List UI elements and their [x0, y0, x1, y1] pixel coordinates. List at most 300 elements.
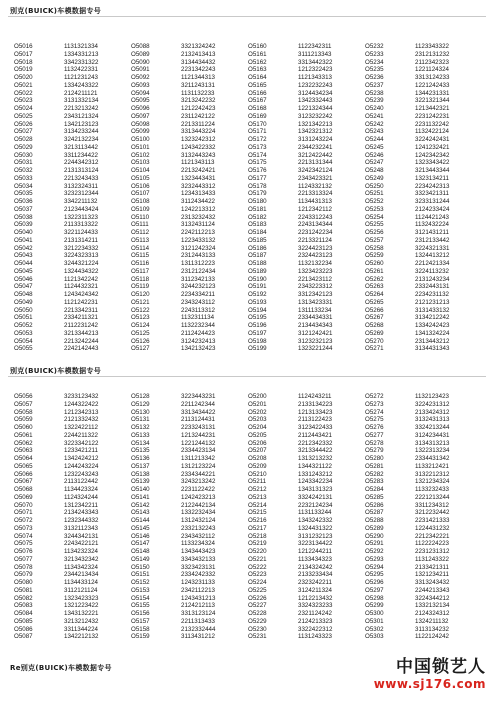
cut-code-cell: 3131332134 [64, 97, 99, 105]
cut-code-cell: 1342424212 [64, 455, 99, 462]
cut-code-cell: 1122224223 [415, 540, 449, 548]
cut-code-cell: 3212234332 [64, 244, 99, 252]
cut-code-cell: 2231122422 [181, 486, 215, 493]
key-code-cell: O5042 [14, 244, 33, 252]
cut-code-cell: 3112434422 [181, 198, 215, 205]
table-row [14, 540, 482, 548]
cut-code-cell: 3224242431 [415, 136, 450, 143]
key-code-cell: O5204 [248, 424, 267, 431]
cut-code-cell: 2244213343 [415, 586, 450, 594]
key-code-cell: O5254 [365, 213, 384, 221]
cut-code-cell: 1334242423 [415, 322, 450, 329]
key-code-cell: O5161 [248, 50, 267, 58]
cut-code-cell: 2112342323 [415, 58, 449, 66]
cut-code-cell: 2334211321 [64, 314, 98, 322]
key-code-cell: O5210 [248, 470, 267, 478]
cut-code-cell: 1343443423 [181, 548, 216, 555]
cut-code-cell: 3233131244 [415, 198, 450, 205]
key-code-cell: O5136 [131, 455, 150, 462]
key-code-cell: O5022 [14, 89, 33, 97]
key-code-cell: O5145 [131, 524, 150, 532]
key-code-cell: O5250 [365, 182, 384, 190]
key-code-cell: O5193 [248, 298, 267, 306]
cut-code-cell: 3343432133 [181, 555, 216, 563]
key-code-cell: O5258 [365, 244, 384, 252]
cut-code-cell: 2122442134 [181, 501, 216, 509]
key-code-cell: O5189 [248, 267, 267, 275]
table-row [14, 105, 482, 113]
key-code-cell: O5060 [14, 424, 33, 431]
key-code-cell: O5270 [365, 337, 384, 345]
key-code-cell: O5177 [248, 174, 267, 182]
key-code-cell: O5257 [365, 236, 384, 244]
key-code-cell: O5289 [365, 524, 384, 532]
key-code-cell: O5027 [14, 128, 33, 136]
key-code-cell: O5057 [14, 400, 33, 408]
table-row [14, 447, 482, 455]
key-code-cell: O5279 [365, 447, 384, 455]
table-row [14, 618, 482, 626]
key-code-cell: O5087 [14, 633, 33, 641]
cut-code-cell: 1124332132 [298, 182, 332, 190]
key-code-cell: O5082 [14, 594, 33, 602]
cut-code-cell: 2334434331 [298, 314, 333, 322]
key-code-cell: O5058 [14, 408, 33, 416]
key-code-cell: O5280 [365, 455, 384, 462]
key-code-cell: O5160 [248, 43, 267, 50]
table-row [14, 159, 482, 167]
key-code-cell: O5040 [14, 229, 33, 236]
divider [8, 376, 486, 377]
table-row [14, 502, 482, 510]
cut-code-cell: 3313443224 [181, 128, 216, 136]
cut-code-cell: 1213133423 [298, 408, 333, 416]
table-row [14, 345, 482, 353]
table-row [14, 416, 482, 424]
cut-code-cell: 2332443131 [415, 283, 450, 291]
key-code-cell: O5276 [365, 424, 384, 431]
key-code-cell: O5176 [248, 167, 267, 174]
key-code-cell: O5109 [131, 205, 150, 213]
cut-code-cell: 2134243343 [64, 509, 99, 517]
key-code-cell: O5298 [365, 594, 384, 602]
key-code-cell: O5081 [14, 586, 33, 594]
cut-code-cell: 1134423324 [64, 486, 98, 493]
key-code-cell: O5084 [14, 610, 33, 617]
cut-code-cell: 3123232123 [298, 337, 333, 345]
cut-code-cell: 1124432321 [64, 283, 98, 291]
key-code-cell: O5186 [248, 244, 267, 252]
key-code-cell: O5199 [248, 345, 267, 353]
cut-code-cell: 1212213432 [298, 594, 333, 602]
key-code-cell: O5152 [131, 579, 150, 586]
key-code-cell: O5255 [365, 221, 384, 229]
cut-code-cell: 2134324242 [298, 563, 333, 571]
cut-code-cell: 1212342313 [64, 408, 99, 416]
key-code-cell: O5285 [365, 493, 384, 501]
key-code-cell: O5148 [131, 548, 150, 555]
cut-code-cell: 2334242332 [181, 571, 216, 579]
cut-code-cell: 1311133234 [298, 306, 332, 314]
key-code-cell: O5266 [365, 306, 384, 314]
footer-title: Re别克(BUICK)车模数据专号 [10, 664, 112, 672]
table-row [14, 471, 482, 479]
cut-code-cell: 1312342211 [64, 501, 98, 509]
key-code-cell: O5162 [248, 58, 267, 66]
key-code-cell: O5092 [131, 74, 150, 81]
cut-code-cell: 3132324311 [64, 182, 98, 190]
cut-code-cell: 1132311134 [181, 314, 215, 322]
cut-code-cell: 3313123124 [181, 610, 216, 617]
cut-code-cell: 3213344213 [64, 329, 99, 337]
cut-code-cell: 1242423213 [181, 493, 216, 501]
key-code-cell: O5067 [14, 478, 33, 486]
cut-code-cell: 1121231243 [64, 74, 98, 81]
cut-code-cell: 1332232434 [181, 509, 216, 517]
cut-code-cell: 3224231312 [415, 400, 450, 408]
key-code-cell: O5134 [131, 439, 150, 447]
key-code-cell: O5290 [365, 532, 384, 540]
cut-code-cell: 2124324312 [415, 610, 450, 617]
key-code-cell: O5062 [14, 439, 33, 447]
key-code-cell: O5288 [365, 517, 384, 524]
key-code-cell: O5207 [248, 447, 267, 455]
cut-code-cell: 1124324244 [64, 493, 98, 501]
cut-code-cell: 3113431212 [181, 633, 215, 641]
cut-code-cell: 3112121124 [64, 586, 98, 594]
cut-code-cell: 3221124433 [64, 229, 98, 236]
cut-code-cell: 3244342131 [64, 532, 99, 540]
cut-code-cell: 3224113232 [415, 267, 449, 275]
cut-code-cell: 1121343313 [298, 74, 332, 81]
watermark-brand: 中国锁艺人 [396, 657, 486, 677]
key-code-cell: O5127 [131, 345, 150, 353]
table-row [14, 440, 482, 448]
cut-code-cell: 3131243224 [298, 136, 333, 143]
key-code-cell: O5064 [14, 455, 33, 462]
cut-code-cell: 1134232324 [64, 548, 98, 555]
cut-code-cell: 2244211322 [64, 431, 98, 439]
key-code-cell: O5256 [365, 229, 384, 236]
cut-code-cell: 1323221244 [298, 345, 333, 353]
key-code-cell: O5071 [14, 509, 33, 517]
key-code-cell: O5153 [131, 586, 150, 594]
key-code-cell: O5112 [131, 229, 150, 236]
key-code-cell: O5223 [248, 571, 267, 579]
cut-code-cell: 3134233244 [64, 128, 99, 136]
cut-code-cell: 2334344221 [181, 470, 216, 478]
key-code-cell: O5195 [248, 314, 267, 322]
cut-code-cell: 2343223312 [298, 283, 333, 291]
cut-code-cell: 2123443424 [64, 205, 99, 213]
table-row [14, 128, 482, 136]
key-code-cell: O5122 [131, 306, 150, 314]
cut-code-cell: 1342123123 [64, 120, 99, 128]
cut-code-cell: 2231231312 [415, 548, 450, 555]
cut-code-cell: 2344213434 [64, 571, 99, 579]
cut-code-cell: 1131243323 [298, 633, 332, 641]
cut-code-cell: 1323423323 [64, 594, 99, 602]
cut-code-cell: 3313243432 [415, 579, 450, 586]
key-code-cell: O5049 [14, 298, 33, 306]
key-code-cell: O5120 [131, 291, 150, 298]
key-code-cell: O5125 [131, 329, 150, 337]
key-code-cell: O5209 [248, 462, 267, 470]
cut-code-cell: 3244232123 [181, 283, 216, 291]
cut-code-cell: 1321342213 [298, 120, 333, 128]
table-row [14, 330, 482, 338]
key-code-cell: O5155 [131, 602, 150, 610]
key-code-cell: O5066 [14, 470, 33, 478]
key-code-cell: O5079 [14, 571, 33, 579]
cut-code-cell: 1322422112 [64, 424, 98, 431]
cut-code-cell: 1232243243 [64, 470, 99, 478]
key-code-cell: O5191 [248, 283, 267, 291]
key-code-cell: O5111 [131, 221, 149, 229]
cut-code-cell: 3132212312 [415, 470, 450, 478]
key-code-cell: O5056 [14, 393, 33, 400]
cut-code-cell: 3313124233 [415, 74, 450, 81]
key-code-cell: O5236 [365, 74, 384, 81]
cut-code-cell: 3223342122 [64, 439, 99, 447]
key-code-cell: O5029 [14, 143, 33, 151]
cut-code-cell: 1321234324 [415, 478, 450, 486]
key-code-cell: O5142 [131, 501, 150, 509]
cut-code-cell: 3324213244 [415, 424, 450, 431]
key-code-cell: O5294 [365, 563, 384, 571]
cut-code-cell: 1121242231 [64, 298, 98, 306]
key-code-cell: O5233 [365, 50, 384, 58]
cut-code-cell: 3323421311 [415, 190, 449, 198]
table-row [14, 198, 482, 206]
cut-code-cell: 3134431343 [415, 345, 450, 353]
table-row [14, 571, 482, 579]
table-row [14, 268, 482, 276]
cut-code-cell: 2342112213 [181, 586, 215, 594]
cut-code-cell: 2321124242 [298, 610, 332, 617]
key-code-cell: O5165 [248, 81, 267, 89]
table-row [14, 97, 482, 105]
key-code-cell: O5090 [131, 58, 150, 66]
cut-code-cell: 3213212432 [64, 617, 99, 625]
cut-code-cell: 1234313433 [181, 190, 216, 198]
cut-code-cell: 2124233424 [415, 205, 450, 213]
key-code-cell: O5050 [14, 306, 33, 314]
key-code-cell: O5099 [131, 128, 150, 136]
key-code-cell: O5198 [248, 337, 267, 345]
cut-code-cell: 3233123432 [64, 393, 99, 400]
section-title: 别克(BUICK)车模数据专号 [10, 367, 102, 375]
key-code-cell: O5016 [14, 43, 33, 50]
cut-code-cell: 1134431313 [298, 198, 332, 205]
cut-code-cell: 2133421311 [415, 563, 449, 571]
cut-code-cell: 3224344212 [415, 594, 450, 602]
key-code-cell: O5032 [14, 167, 33, 174]
cut-code-cell: 3232312344 [64, 190, 99, 198]
cut-code-cell: 1134433124 [64, 579, 98, 586]
key-code-cell: O5033 [14, 174, 33, 182]
table-row [14, 486, 482, 494]
key-code-cell: O5024 [14, 105, 33, 112]
key-code-cell: O5098 [131, 120, 150, 128]
cut-code-cell: 1321223422 [64, 602, 99, 610]
table-row [14, 59, 482, 67]
table-row [14, 66, 482, 74]
key-code-cell: O5102 [131, 151, 150, 159]
key-code-cell: O5044 [14, 260, 33, 267]
cut-code-cell: 1334331213 [64, 50, 99, 58]
cut-code-cell: 3321324242 [181, 43, 216, 50]
key-code-cell: O5078 [14, 563, 33, 571]
cut-code-cell: 2121231213 [415, 298, 450, 306]
cut-code-cell: 2212342332 [298, 439, 333, 447]
table-row [14, 478, 482, 486]
key-code-cell: O5244 [365, 136, 384, 143]
table-row [14, 175, 482, 183]
key-code-cell: O5291 [365, 540, 384, 548]
key-code-cell: O5187 [248, 252, 267, 260]
cut-code-cell: 2231242234 [298, 229, 333, 236]
key-code-cell: O5216 [248, 517, 267, 524]
table-row [14, 517, 482, 525]
cut-code-cell: 1332132134 [415, 602, 450, 610]
cut-code-cell: 3124234431 [415, 431, 450, 439]
cut-code-cell: 1221124324 [415, 66, 449, 74]
cut-code-cell: 1133434323 [298, 555, 332, 563]
key-code-cell: O5168 [248, 105, 267, 112]
cut-code-cell: 1343131323 [298, 486, 333, 493]
key-code-cell: O5137 [131, 462, 150, 470]
key-code-cell: O5083 [14, 602, 33, 610]
key-code-cell: O5164 [248, 74, 267, 81]
key-code-cell: O5261 [365, 267, 384, 275]
table-row [14, 401, 482, 409]
table-row [14, 610, 482, 618]
table-row [14, 152, 482, 160]
cut-code-cell: 3342331322 [64, 58, 99, 66]
cut-code-cell: 1323443431 [181, 174, 216, 182]
key-code-cell: O5121 [131, 298, 150, 306]
cut-code-cell: 1313423331 [298, 298, 333, 306]
cut-code-cell: 1124421243 [415, 213, 449, 221]
cut-code-cell: 2312131232 [415, 50, 450, 58]
key-code-cell: O5025 [14, 112, 33, 120]
cut-code-cell: 1342132423 [181, 345, 216, 353]
key-code-cell: O5047 [14, 283, 33, 291]
cut-code-cell: 1344231331 [415, 89, 450, 97]
cut-code-cell: 3111213343 [298, 50, 332, 58]
key-code-cell: O5028 [14, 136, 33, 143]
cut-code-cell: 3112342133 [181, 275, 215, 283]
cut-code-cell: 1243231133 [181, 579, 215, 586]
key-code-cell: O5088 [131, 43, 150, 50]
table-row [14, 229, 482, 237]
cut-code-cell: 2134434343 [298, 322, 333, 329]
cut-code-cell: 3223134422 [298, 540, 333, 548]
cut-code-cell: 1132432224 [415, 221, 449, 229]
cut-code-cell: 2211313433 [181, 617, 215, 625]
key-code-cell: O5218 [248, 532, 267, 540]
cut-code-cell: 1322313234 [415, 447, 450, 455]
cut-code-cell: 2311242122 [181, 112, 215, 120]
cut-code-cell: 2234242313 [415, 182, 450, 190]
key-code-cell: O5214 [248, 501, 267, 509]
cut-code-cell: 1343242332 [298, 517, 333, 524]
cut-code-cell: 3224423123 [298, 244, 333, 252]
cut-code-cell: 1311312223 [181, 260, 215, 267]
table-row [14, 43, 482, 51]
key-code-cell: O5063 [14, 447, 33, 455]
key-code-cell: O5163 [248, 66, 267, 74]
cut-code-cell: 1132132234 [298, 260, 332, 267]
key-code-cell: O5194 [248, 306, 267, 314]
key-code-cell: O5119 [131, 283, 150, 291]
cut-code-cell: 1133212421 [415, 462, 449, 470]
cut-code-cell: 2113313322 [64, 221, 98, 229]
key-code-cell: O5188 [248, 260, 267, 267]
key-code-cell: O5034 [14, 182, 33, 190]
key-code-cell: O5135 [131, 447, 150, 455]
table-row [14, 299, 482, 307]
key-code-cell: O5212 [248, 486, 267, 493]
cut-code-cell: 3123232242 [298, 112, 333, 120]
cut-code-cell: 3311234422 [64, 151, 98, 159]
cut-code-cell: 1212242423 [181, 105, 216, 112]
table-row [14, 409, 482, 417]
key-code-cell: O5245 [365, 143, 384, 151]
cut-code-cell: 1321234211 [415, 571, 449, 579]
cut-code-cell: 2313443212 [415, 337, 450, 345]
key-code-cell: O5132 [131, 424, 150, 431]
cut-code-cell: 3242132234 [64, 136, 99, 143]
key-code-cell: O5287 [365, 509, 384, 517]
table-row [14, 626, 482, 634]
key-code-cell: O5106 [131, 182, 150, 190]
key-code-cell: O5107 [131, 190, 150, 198]
key-code-cell: O5157 [131, 617, 150, 625]
cut-code-cell: 1313213232 [298, 455, 333, 462]
key-code-cell: O5026 [14, 120, 33, 128]
cut-code-cell: 1323134211 [415, 174, 449, 182]
key-code-cell: O5264 [365, 291, 384, 298]
key-code-cell: O5104 [131, 167, 150, 174]
cut-code-cell: 1331243212 [298, 470, 333, 478]
cut-code-cell: 1133232433 [415, 486, 449, 493]
watermark-url: www.sj176.com [373, 677, 486, 691]
key-code-cell: O5227 [248, 602, 267, 610]
table-row [14, 245, 482, 253]
table-row [14, 276, 482, 284]
cut-code-cell: 2234334211 [181, 291, 215, 298]
cut-code-cell: 3322422312 [298, 625, 333, 633]
table-row [14, 82, 482, 90]
key-code-cell: O5023 [14, 97, 33, 105]
cut-code-cell: 1324413212 [415, 252, 450, 260]
cut-code-cell: 3124211324 [298, 586, 332, 594]
table-row [14, 525, 482, 533]
cut-code-cell: 1242213312 [181, 205, 216, 213]
cut-code-cell: 2231342243 [181, 66, 216, 74]
key-code-cell: O5117 [131, 267, 150, 275]
table-row [14, 283, 482, 291]
cut-code-cell: 3124232413 [181, 337, 216, 345]
cut-code-cell: 1232232243 [298, 81, 333, 89]
key-code-cell: O5158 [131, 625, 150, 633]
table-row [14, 432, 482, 440]
key-code-cell: O5054 [14, 337, 33, 345]
key-code-cell: O5118 [131, 275, 150, 283]
table-row [14, 190, 482, 198]
